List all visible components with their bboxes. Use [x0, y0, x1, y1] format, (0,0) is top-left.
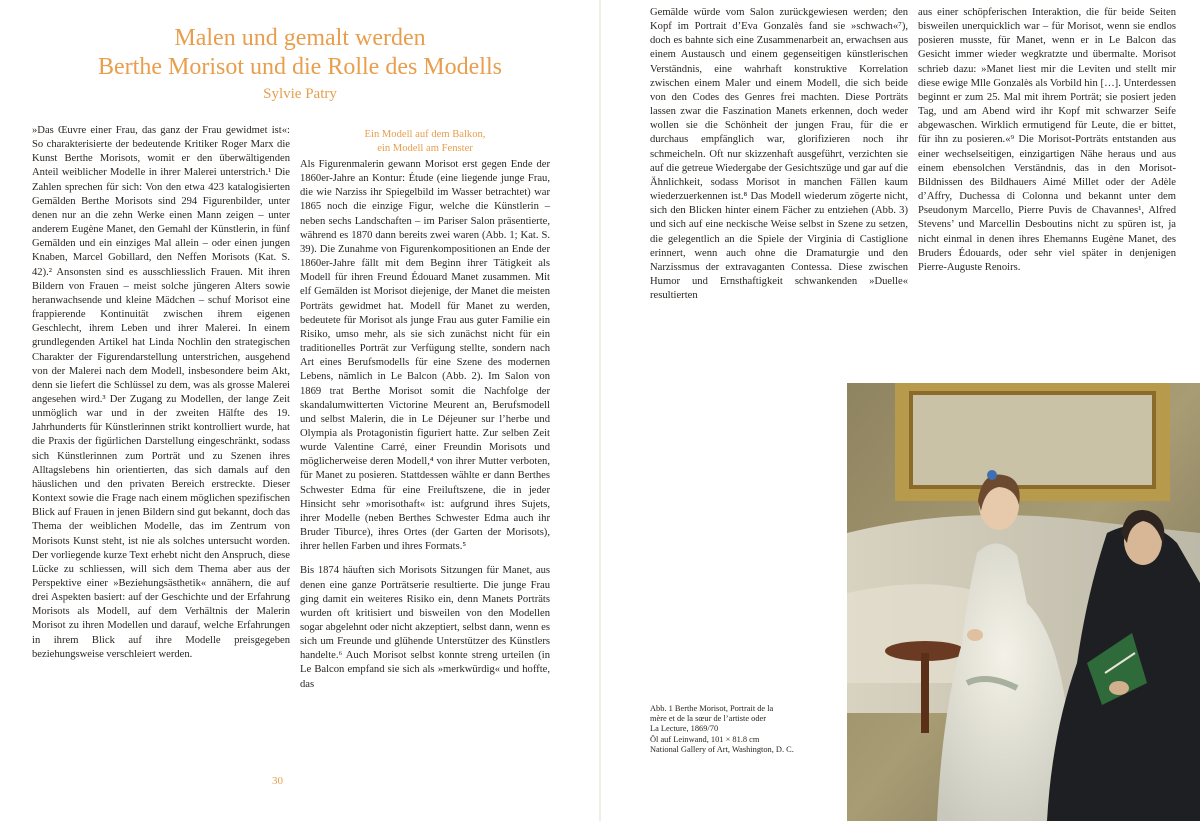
painting-illustration — [847, 383, 1200, 821]
text-column-2 — [300, 158, 550, 692]
section-heading — [300, 128, 550, 156]
paragraph: Als Figurenmalerin gewann Morisot erst gegen Ende der 1860er-Jahre an Kontur: Étude (eine liegende junge Frau, die wie Narziss ihr Spiegelbild im Wasser betrachtet) war 1865 noch die einzige Figur, welche die Künstlerin – neben sechs Landschaften – im Pariser Salon präsentierte, während es 1870 dann bereits zwei waren (Abb. 1; Kat. S. 39). Die Zunahme von Figurenkompositionen an Ende der 1860er-Jahre fällt mit dem Beginn ihrer Tätigkeit als Modell für ihren Freund Édouard Manet zusammen. Mit elf Gemälden ist Morisot diejenige, der Manet die meisten Porträts gewidmet hat. Modell für Manet zu werden, bedeutete für Morisot als junge Frau aus guter Familie ein Risiko, umso mehr, als sie sich zunächst nicht für ein traditionelles Porträt zur Verfügung stellte, sondern nach Art eines Berufsmodells für eine Szene des modernen Lebens, nämlich in Le Balcon (Abb. 2). Im Salon von 1869 trat Berthe Morisot somit die Nachfolge der skandalumwitterten Victorine Meurent an, Berufsmodell und selbst Malerin, die in Le Déjeuner sur l’herbe und Olympia als Protagonistin figuriert hatte. Zur selben Zeit wurde Valentine Carré, einer Freundin Morisots und möglicherweise deren Modell,⁴ von ihrer Mutter verboten, für Manet zu posieren. Stattdessen wählte er dann Berthes Schwester Edma für eine Freiluftszene, die in jeder Hinsicht sehr »morisothaft« ist: aufgrund ihres Sujets, ihrer Modelle (neben Berthes Schwester Edma auch ihr Bruder Tiburce), ihres Ortes (der Garten der Morisots), ihrer hellen Farben und ihres Formats.⁵ — [300, 159, 550, 553]
text-column-1 — [32, 124, 290, 662]
paragraph: Bis 1874 häuften sich Morisots Sitzungen für Manet, aus denen eine ganze Porträtserie resultierte. Die junge Frau ging damit ein weiteres Risiko ein, denn Manets Porträts wurden oft kritisiert und bisweilen von den Modellen sogar abgelehnt oder nicht akzeptiert, selbst dann, wenn es sich um Freunde und glühende Unterstützer des Künstlers handelte.⁶ Auch Morisot selbst konnte streng urteilen (in Le Balcon empfand sie sich als »merkwürdig« und hoffte, das — [300, 565, 550, 690]
caption-line: National Gallery of Art, Washington, D. C. — [650, 744, 794, 754]
page-gutter — [599, 0, 601, 821]
caption-line: mère et de la sœur de l’artiste oder — [650, 714, 767, 724]
caption-line: Öl auf Leinwand, 101 × 81.8 cm — [650, 734, 760, 744]
author-name: Sylvie Patry — [263, 86, 337, 102]
paragraph: »Das Œuvre einer Frau, das ganz der Frau gewidmet ist«: So charakterisierte der bedeutende Kritiker Roger Marx die Kunst Berthe Morisots, womit er den überwältigenden Anteil weiblicher Modelle in ihrer Malerei unterstrich.¹ Die Zahlen sprechen für sich: Von den etwa 423 katalogisierten Gemälden Berthe Morisots sind 294 Figurenbilder, unter denen nur an die zehn Werke einen Mann zeigen – unter anderem Eugène Manet, den Gemahl der Künstlerin, in fünf Gemälden und ein einziges Mal allein – oder einen jungen Knaben, Marcel Gobillard, den Neffen Morisots (Kat. S. 42).² Ansonsten sind es ausschliesslich Frauen. Mit ihren Bildern von Frauen – meist solche jüngeren Alters sowie heranwachsende und kleine Mädchen – schuf Morisot eine frappierende Kontinuität zwischen ihrem eigenen Geschlecht, ihrem Leben und ihrer Malerei. In einem grundlegenden Artikel hat Linda Nochlin den strategischen Charakter der Figurendarstellung unterstrichen, ausgehend von der Malerei nach dem Modell, insbesondere beim Akt, denn sie liefert die Schlüssel zu dem, was als grosse Malerei angesehen wird.³ Der Zugang zu Modellen, der lange Zeit unmöglich war und in der zweiten Hälfte des 19. Jahrhunderts für Künstlerinnen strikt kontrolliert wurde, hat die Praxis der figürlichen Darstellung eingeschränkt, sodass sich Künstlerinnen zum Porträt und zu Szenen ihres Alltagslebens hin orientierten, das sich damals auf den häuslichen und den privaten Bereich erstreckte. Dieser Kontext sowie die Frage nach einem möglichen spezifischen Blick auf Frauen in jenen Bildern sind gut bekannt, doch das Thema der weiblichen Modelle, das im Zentrum von Morisots Kunst steht, ist nie als solches untersucht worden. Der vorliegende kurze Text erhebt nicht den Anspruch, diese Lücke zu schliessen, will sich dem Thema aber aus der Perspektive einer »Beziehungsästhetik« annähern, die auf drei Aspekten basiert: auf der Geschichte und der Erfahrung Morisots als Modell, auf dem Verhältnis der Malerin Morisot zu ihren Modellen und darauf, welche Erfahrungen in ihrem Blick auf ihre Modelle preisgegeben beziehungsweise verschleiert werden. — [32, 125, 290, 660]
blue-ribbon — [987, 470, 997, 480]
text-column-3 — [650, 6, 908, 303]
article-title-line-1: Malen und gemalt werden — [174, 25, 426, 51]
paragraph: aus einer schöpferischen Interaktion, die für beide Seiten bisweilen unerquicklich war – für Morisot, wenn sie endlos posieren musste, für Manet, wenn er in Le Balcon das Gesicht immer wieder wegkratzte und übermalte. Morisot schrieb dazu: »Manet liest mir die Leviten und stellt mir diese ewige Mlle Gonzalès als Vorbild hin […]. Unterdessen beginnt er zum 25. Mal mit ihrem Porträt; sie posiert jeden Tag, und am Abend wird ihr Kopf mit schwarzer Seife abgewaschen. Wirklich ermutigend für Leute, die er bittet, für ihn zu posieren.«⁹ Die Morisot-Porträts entstanden aus einer wechselseitigen, einzigartigen Nähe heraus und aus einem ebensolchen Verständnis, das in den Morisot-Bildnissen des Bildhauers Aimé Millet oder der Adèle d’Affry, Duchessa di Colonna und bekannt unter dem Pseudonym Marcello, Pierre Puvis de Chavannes¹, Alfred Stevens’ und Marcellin Desboutins nicht zu spüren ist, ja nicht einmal in denen ihres Ehemanns Eugène Manet, des Bruders Édouards, oder sehr viel später in denjenigen Pierre-Auguste Renoirs. — [918, 7, 1176, 273]
section-heading-line-1: Ein Modell auf dem Balkon, — [364, 129, 486, 140]
figure-caption — [650, 704, 840, 755]
painting-image — [847, 383, 1200, 821]
caption-line: Abb. 1 Berthe Morisot, Portrait de la — [650, 704, 774, 713]
framed-picture — [911, 393, 1154, 487]
caption-line: La Lecture, 1869/70 — [650, 724, 719, 734]
paragraph: Gemälde würde vom Salon zurückgewiesen werden; den Kopf im Portrait d’Eva Gonzalès fand sie »schwach«⁷), doch es bahnte sich eine Zusammenarbeit an, erwachsen aus einem Austausch und einem gegenseitigen künstlerischen Verständnis, eine wahrhaft konstruktive Korrelation zwischen einem Maler und einem Modell, die sich beide von den Codes des Genres frei machten. Diese Porträts lassen zwar die Faszination Manets erkennen, doch weder wollen sie die Schönheit der jungen Frau, für die er durchaus empfänglich war, glorifizieren noch ihr schmeicheln. Oft nur skizzenhaft ausgeführt, verzichten sie auf die getreue Wiedergabe der Gesichtszüge und gar auf die Ähnlichkeit, sodass Morisot in manchen Fällen kaum wiederzuerkennen ist.⁸ Das Modell wiederum zögerte nicht, sich den Blicken hinter einem Fächer zu entziehen (Abb. 3) und sich auf eine neckische Weise selbst in Szene zu setzen, die gelegentlich an die Spiele der Virginia di Castiglione erinnert, wenn auch ohne die Dramaturgie und den Narzissmus der extravaganten Contessa. Diese zwischen Humor und Ernsthaftigkeit schwankenden »Duelle« resultierten — [650, 7, 908, 302]
text-column-4 — [918, 6, 1176, 275]
page-number: 30 — [272, 775, 283, 787]
article-title-line-2: Berthe Morisot und die Rolle des Modells — [98, 54, 502, 80]
section-heading-line-2: ein Modell am Fenster — [377, 143, 473, 154]
